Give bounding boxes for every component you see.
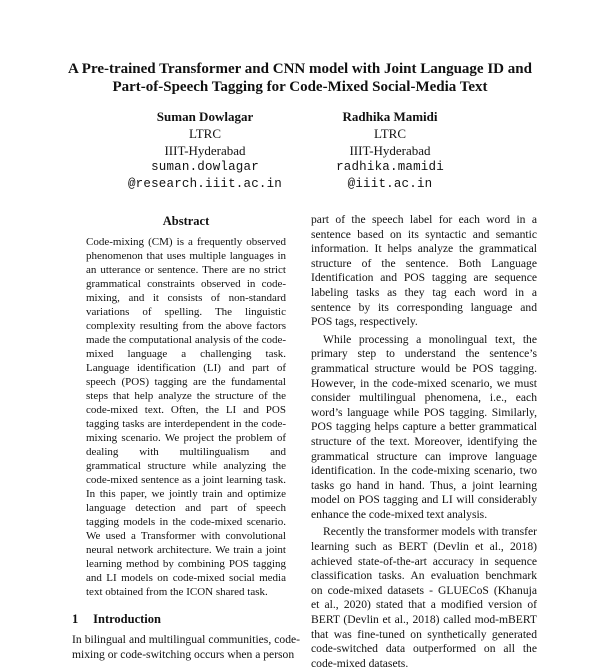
author-email-line-1: radhika.mamidi (336, 160, 444, 174)
paper-title (40, 60, 560, 96)
author-name: Radhika Mamidi (342, 109, 438, 124)
author-block-2 (290, 108, 490, 193)
author-email-line-2: @research.iiit.ac.in (127, 177, 283, 191)
section-number: 1 (72, 612, 79, 626)
author-institution: IIIT-Hyderabad (349, 143, 431, 158)
author-email-line-1: suman.dowlagar (151, 160, 259, 174)
author-block-1 (105, 108, 305, 193)
left-column (72, 213, 300, 662)
body-paragraph-3: Recently the transformer models with transfer learning such as BERT (Devlin et al., 2018) achieved state-of-the-art accuracy in sequence classification tasks. An evaluation benchmark on code-mixed datasets - GLUECoS (Khanuja et al., 2020) stated that a modified version of BERT (Devlin et al., 2018) called mod-mBERT that was fine-tuned on synthetically generated code-switched data outperformed on all the code-mixed datasets. (311, 525, 537, 670)
introduction-text: In bilingual and multilingual communities, code-mixing or code-switching occurs when a person (72, 633, 300, 661)
title-line-1: A Pre-trained Transformer and CNN model with Joint Language ID and (68, 61, 532, 77)
author-affiliation: LTRC (188, 126, 222, 141)
section-heading-introduction (72, 611, 300, 627)
abstract-heading: Abstract (162, 214, 210, 228)
section-title: Introduction (93, 612, 161, 626)
author-institution: IIIT-Hyderabad (164, 143, 246, 158)
body-paragraph-1: part of the speech label for each word in a sentence based on its syntactic and semantic information. It helps analyze the grammatical structure of the sentence. Both Language Identification and POS tagging are sequence labeling tasks as they tag each word in a sentence by its corresponding language and POS tags, respectively. (311, 213, 537, 329)
author-email-line-2: @iiit.ac.in (347, 177, 433, 191)
title-line-2: Part-of-Speech Tagging for Code-Mixed Social-Media Text (112, 79, 488, 95)
right-column (311, 213, 537, 671)
body-paragraph-2: While processing a monolingual text, the primary step to understand the sentence’s grammatical structure would be POS tagging. However, in the code-mixed scenario, we must consider multilingual phenomena, i.e., each word’s language while POS tagging. Similarly, POS tagging helps capture a better grammatical structure of the text. Moreover, identifying the grammatical structure can improve language identification. In the code-mixing scenario, two tasks go hand in hand. Thus, a joint learning model on POS tagging and LI will considerably enhance the code-mixed text analysis. (311, 332, 537, 521)
author-affiliation: LTRC (373, 126, 407, 141)
author-name: Suman Dowlagar (156, 109, 254, 124)
abstract-text: Code-mixing (CM) is a frequently observed phenomenon that uses multiple languages in an utterance or sentence. There are no strict grammatical constraints observed in code-mixing, and it consists of non-standard variations of spelling. The linguistic complexity resulting from the above factors made the computational analysis of the code-mixed language a challenging task. Language identification (LI) and part of speech (POS) tagging are the fundamental steps that help analyze the structure of the code-mixed text. Often, the LI and POS tagging tasks are interdependent in the code-mixing scenario. We project the problem of dealing with multilingualism and grammatical structure while analyzing the code-mixed sentence as a joint learning task. In this paper, we jointly train and optimize language detection and part of speech tagging models in the code-mixed scenario. We used a Transformer with convolutional neural network architecture. We train a joint learning method by combining POS tagging and LI models on code-mixed social media text obtained from the ICON shared task. (86, 236, 286, 598)
